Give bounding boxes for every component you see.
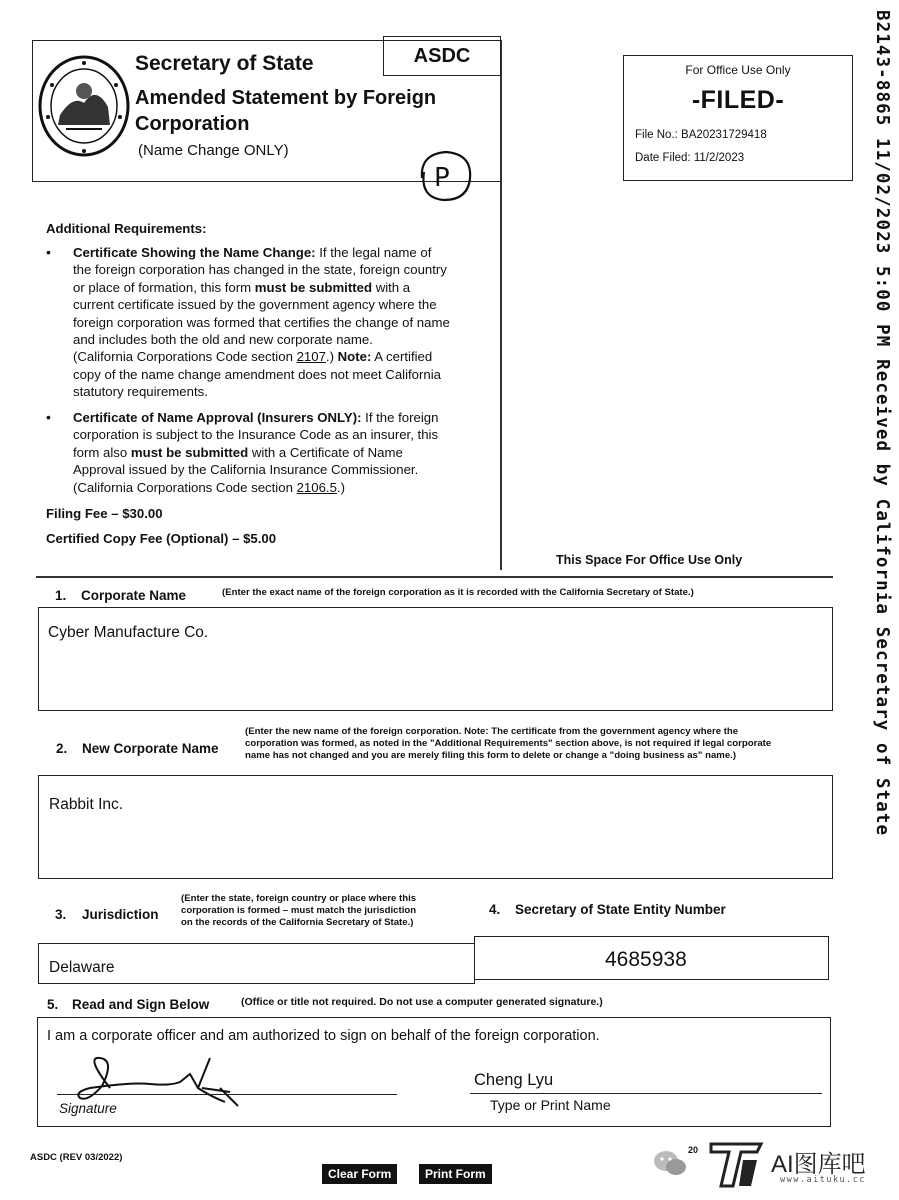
copy-fee: Certified Copy Fee (Optional) – $5.00 bbox=[46, 531, 277, 546]
handwritten-circle-mark bbox=[412, 148, 476, 204]
section-divider bbox=[36, 576, 833, 578]
header-divider bbox=[500, 40, 502, 570]
file-number-row bbox=[635, 129, 767, 141]
code-link-2107: 2107 bbox=[296, 349, 326, 365]
office-space-label: This Space For Office Use Only bbox=[556, 553, 743, 567]
form-title: Amended Statement by Foreign Corporation bbox=[135, 87, 437, 135]
state-seal-icon bbox=[38, 55, 130, 157]
date-filed-value: 11/2/2023 bbox=[693, 152, 745, 164]
aituku-logo-icon bbox=[707, 1138, 765, 1190]
section1-title: Corporate Name bbox=[81, 588, 187, 603]
file-number-value: BA20231729418 bbox=[681, 129, 767, 141]
section3-note: (Enter the state, foreign country or place where this corporation is formed – must match the jurisdiction on the records of the California Secretary of State.) bbox=[181, 893, 417, 928]
jurisdiction-value: Delaware bbox=[49, 959, 115, 976]
requirement-item-2: Certificate of Name Approval (Insurers ONLY): If the foreign corporation is subject to the Insurance Code as an insurer, this form also must be submitted with a Certificate of Name Approval issued by the California Insurance Commissioner. (California Corporations Code section 2106.5.) bbox=[73, 410, 439, 495]
item2-title: Certificate of Name Approval (Insurers ONLY): bbox=[73, 410, 362, 425]
section2-title: New Corporate Name bbox=[82, 741, 219, 756]
wechat-icon bbox=[652, 1148, 688, 1178]
requirements-heading: Additional Requirements: bbox=[46, 221, 207, 236]
page-number-fragment: 20 bbox=[688, 1145, 699, 1155]
form-code: ASDC bbox=[383, 36, 501, 76]
code-link-2106-5: 2106.5 bbox=[296, 479, 337, 495]
office-use-box bbox=[623, 55, 853, 181]
filing-fee: Filing Fee – $30.00 bbox=[46, 506, 163, 521]
new-corporate-name-value: Rabbit Inc. bbox=[49, 796, 124, 813]
section3-title: Jurisdiction bbox=[82, 907, 159, 922]
date-filed-label: Date Filed: bbox=[635, 152, 691, 164]
section2-number: 2. bbox=[56, 741, 68, 756]
section5-number: 5. bbox=[47, 997, 59, 1012]
bullet-2: • bbox=[46, 409, 51, 425]
section1-number: 1. bbox=[55, 588, 67, 603]
filed-status: -FILED- bbox=[691, 86, 785, 114]
section2-note: (Enter the new name of the foreign corporation. Note: The certificate from the government agency where the corporation was formed, as noted in the "Additional Requirements" section above, is not required if legal corporate name has not changed and you are merely filing this form to delete or change a "doing business as" name.) bbox=[245, 726, 772, 761]
jurisdiction-field[interactable] bbox=[38, 943, 475, 984]
entity-number-value: 4685938 bbox=[605, 948, 687, 971]
printed-name-value: Cheng Lyu bbox=[474, 1071, 554, 1089]
office-use-label: For Office Use Only bbox=[685, 63, 791, 77]
printed-name-line bbox=[470, 1093, 822, 1094]
new-corporate-name-field[interactable] bbox=[38, 775, 833, 879]
section5-title: Read and Sign Below bbox=[72, 997, 210, 1012]
watermark-text: AI图库吧 bbox=[771, 1151, 866, 1178]
section1-note: (Enter the exact name of the foreign corporation as it is recorded with the California Secretary of State.) bbox=[222, 587, 694, 598]
form-revision: ASDC (REV 03/2022) bbox=[30, 1152, 123, 1163]
watermark-url: www.aituku.cc bbox=[780, 1175, 867, 1185]
date-filed-row bbox=[635, 152, 744, 164]
clear-form-button[interactable]: Clear Form bbox=[322, 1164, 397, 1184]
requirement-item-1: Certificate Showing the Name Change: If the legal name of the foreign corporation has changed in the state, foreign country or place of formation, this form must be submitted with a current certificate issued by the government agency where the foreign corporation was formed that certifies the change of name and includes both the old and new corporate name. (California Corporations Code section 2107.) Note: A certified copy of the name change amendment does not meet California statutory requirements. bbox=[73, 245, 450, 400]
received-stamp-text: B2143-8865 11/02/2023 5:00 PM Received by California Secretary of State bbox=[872, 10, 892, 837]
signer-statement: I am a corporate officer and am authorized to sign on behalf of the foreign corporation. bbox=[47, 1028, 600, 1044]
section3-number: 3. bbox=[55, 907, 67, 922]
signature-line bbox=[57, 1094, 397, 1095]
file-number-label: File No.: bbox=[635, 129, 678, 141]
printed-name-label: Type or Print Name bbox=[490, 1097, 611, 1113]
section4-title: Secretary of State Entity Number bbox=[515, 902, 726, 917]
form-subtitle: (Name Change ONLY) bbox=[138, 142, 289, 159]
section5-note: (Office or title not required. Do not use a computer generated signature.) bbox=[241, 996, 603, 1008]
received-stamp bbox=[872, 10, 898, 1010]
item1-title: Certificate Showing the Name Change: bbox=[73, 245, 316, 260]
corporate-name-field[interactable] bbox=[38, 607, 833, 711]
section4-number: 4. bbox=[489, 902, 501, 917]
entity-number-field[interactable] bbox=[474, 936, 829, 980]
agency-title: Secretary of State bbox=[135, 52, 314, 75]
signature-label: Signature bbox=[59, 1101, 117, 1116]
handwritten-mark: P bbox=[434, 163, 450, 193]
print-form-button[interactable]: Print Form bbox=[419, 1164, 492, 1184]
bullet-1: • bbox=[46, 244, 51, 260]
corporate-name-value: Cyber Manufacture Co. bbox=[48, 624, 209, 641]
